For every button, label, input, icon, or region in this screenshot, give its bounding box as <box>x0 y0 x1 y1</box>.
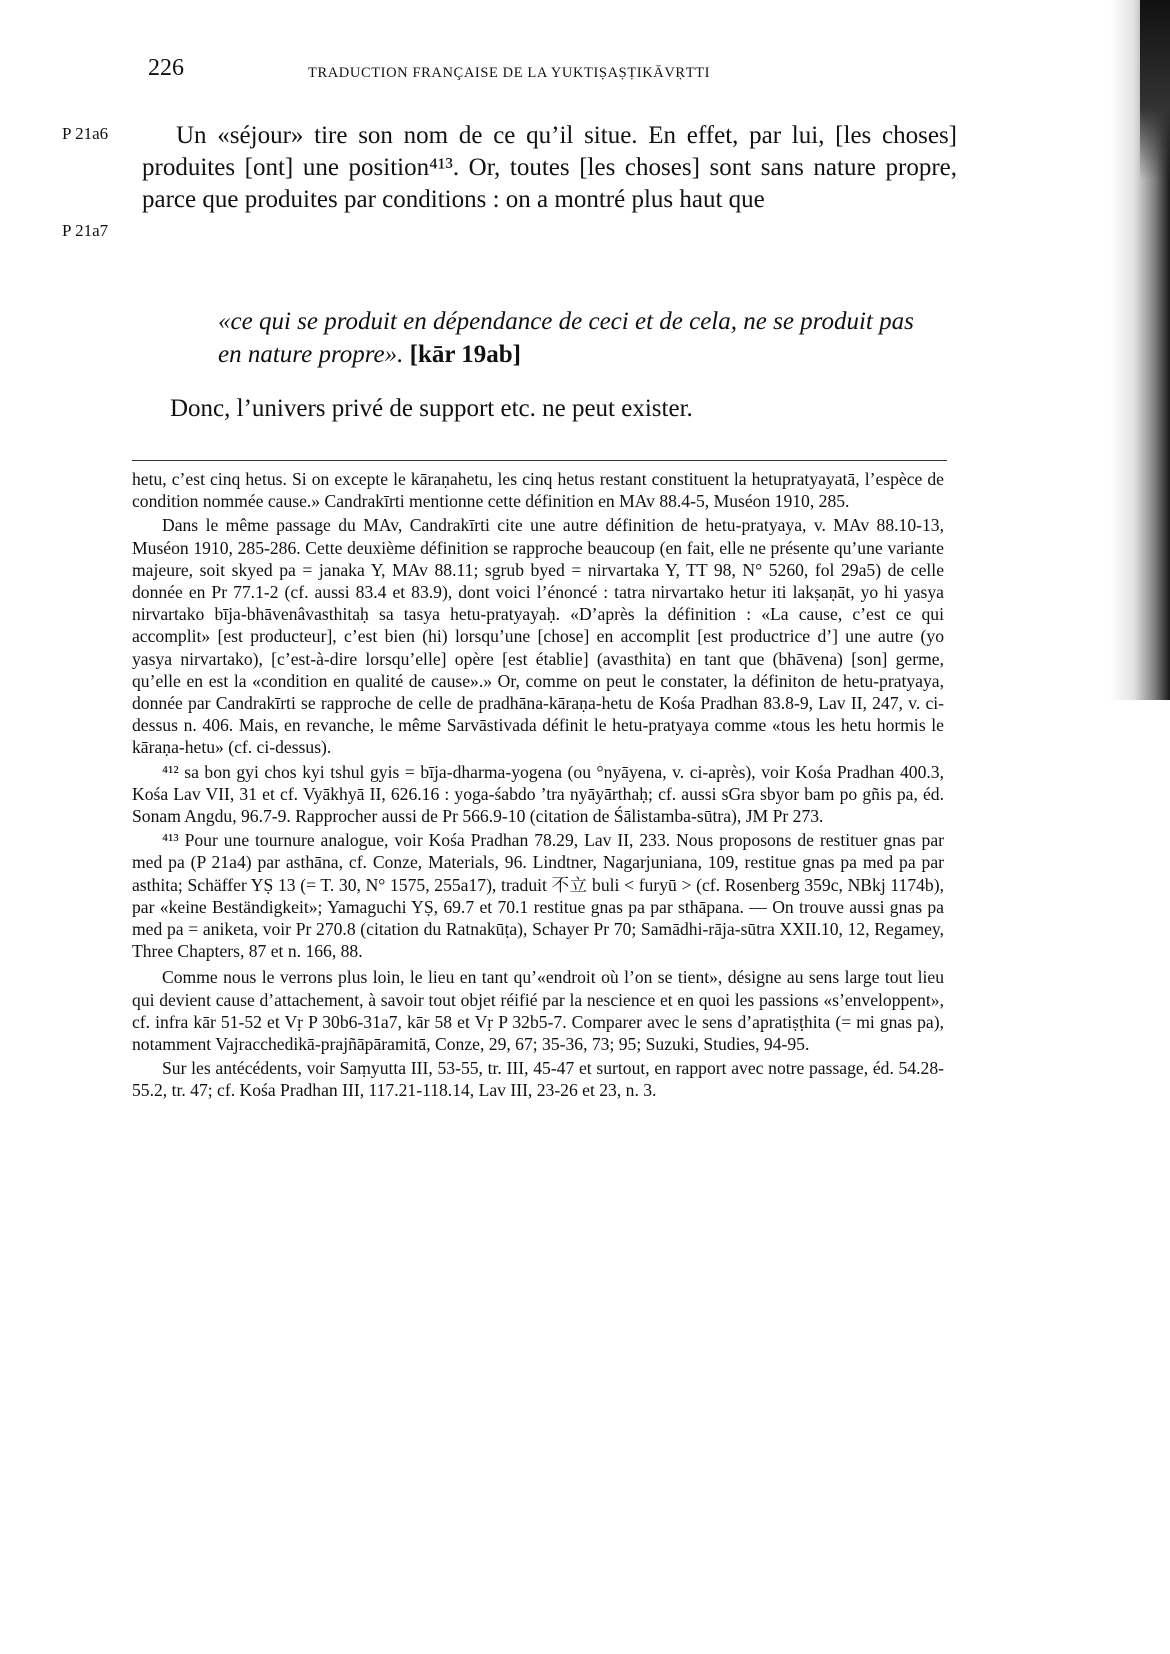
page-header <box>148 55 948 95</box>
quotation <box>218 305 918 371</box>
footnote-paragraph: Comme nous le verrons plus loin, le lieu en tant qu’«endroit où l’on se tient», désigne au sens large tout lieu qui devient cause d’attachement, à savoir tout objet réifié par la nescience et en quoi les passions «s’enveloppent», cf. infra kār 51-52 et Vṛ P 30b6-31a7, kār 58 et Vṛ P 32b5-7. Comparer avec le sens d’apratiṣṭhita (= mi gnas pa), notamment Vajracchedikā-prajñāpāramitā, Conze, 29, 67; 35-36, 73; 95; Suzuki, Studies, 94-95. <box>132 967 944 1055</box>
running-title: TRADUCTION FRANÇAISE DE LA YUKTIṢAṢṬIKĀVṚTTI <box>308 65 711 81</box>
footnote-separator <box>132 460 947 461</box>
footnote-412: ⁴¹² sa bon gyi chos kyi tshul gyis = bīja-dharma-yogena (ou °nyāyena, v. ci-après), voir Kośa Pradhan 400.3, Kośa Lav VII, 31 et cf. Vyākhyā II, 626.16 : yoga-śabdo ’tra nyāyārthaḥ; cf. aussi sGra sbyor bam po gñis pa, éd. Sonam Angdu, 96.7-9. Rapprocher aussi de Pr 566.9-10 (citation de Śālistamba-sūtra), JM Pr 273. <box>132 761 944 827</box>
footnote-continuation: hetu, c’est cinq hetus. Si on excepte le kāraṇahetu, les cinq hetus restant constituent la hetupratyayatā, l’espèce de condition nommée cause.» Candrakīrti mentionne cette définition en MAv 88.4-5, Muséon 1910, 285. <box>132 469 944 512</box>
footnotes <box>132 468 944 1104</box>
quote-reference: [kār 19ab] <box>409 341 521 368</box>
footnote-paragraph: Sur les antécédents, voir Saṃyutta III, 53-55, tr. III, 45-47 et surtout, en rapport avec notre passage, éd. 54.28-55.2, tr. 47; cf. Kośa Pradhan III, 117.21-118.14, Lav III, 23-26 et 23, n. 3. <box>132 1058 944 1101</box>
page-corner-shadow <box>1140 0 1170 180</box>
main-paragraph: Un «séjour» tire son nom de ce qu’il situe. En effet, par lui, [les choses] produites [ont] une position⁴¹³. Or, toutes [les choses] sont sans nature propre, parce que produites par conditions : on a montré plus haut que <box>142 122 957 213</box>
footnote-paragraph: Dans le même passage du MAv, Candrakīrti cite une autre définition de hetu-pratyaya, v. MAv 88.10-13, Muséon 1910, 285-286. Cette deuxième définition se rapproche beaucoup (en fait, elle ne présente qu’une variante majeure, soit skyed pa = janaka Y, MAv 88.11; sgrub byed = nirvartaka Y, TT 98, N° 5260, fol 29a5) de celle donnée en Pr 77.1-2 (cf. aussi 83.4 et 83.9), dont voici l’énoncé : tatra nirvartako hetur iti lakṣaṇāt, yo hi yasya nirvartako bīja-bhāvenâvasthitaḥ sa tasya hetu-pratyayaḥ. «D’après la définition : «La cause, c’est ce qui accomplit» [est producteur], c’est bien (hi) lorsqu’une [chose] en accomplit [est productrice d’] une autre (yo yasya nirvartako), [c’est-à-dire lorsqu’elle] opère [est établie] (avasthita) en tant que (bhāvena) [son] germe, qu’elle en est la «condition en qualité de cause».» Or, comme on peut le constater, la définiton de hetu-pratyaya, donnée par Candrakīrti se rapproche de celle de pradhāna-kāraṇa-hetu de Kośa Pradhan 83.8-9, Lav II, 247, v. ci-dessus n. 406. Mais, en revanche, le même Sarvāstivada définit le hetu-pratyaya comme «tous les hetu hormis le kāraṇa-hetu» (cf. ci-dessus). <box>132 515 944 758</box>
quote-text: «ce qui se produit en dépendance de ceci et de cela, ne se produit pas en nature propre». <box>218 308 914 368</box>
margin-ref: P 21a6 <box>62 124 109 143</box>
main-text <box>142 120 957 216</box>
page-number: 226 <box>148 55 184 81</box>
margin-ref: P 21a7 <box>62 221 109 240</box>
footnote-413: ⁴¹³ Pour une tournure analogue, voir Kośa Pradhan 78.29, Lav II, 233. Nous proposons de restituer gnas par med pa (P 21a4) par asthāna, cf. Conze, Materials, 96. Lindtner, Nagarjuniana, 109, restitue gnas pa med pa par asthita; Schäffer YṢ 13 (= T. 30, N° 1575, 255a17), traduit 不立 buli < furyū > (cf. Rosenberg 359c, NBkj 1174b), par «keine Beständigkeit»; Yamaguchi YṢ, 69.7 et 70.1 restitue gnas pa par sthāpana. — On trouve aussi gnas pa med pa = aniketa, voir Pr 270.8 (citation du Ratnakūṭa), Schayer Pr 70; Samādhi-rāja-sūtra XXII.10, 12, Regamey, Three Chapters, 87 et n. 166, 88. <box>132 830 944 962</box>
conclusion-line: Donc, l’univers privé de support etc. ne peut exister. <box>170 395 693 422</box>
